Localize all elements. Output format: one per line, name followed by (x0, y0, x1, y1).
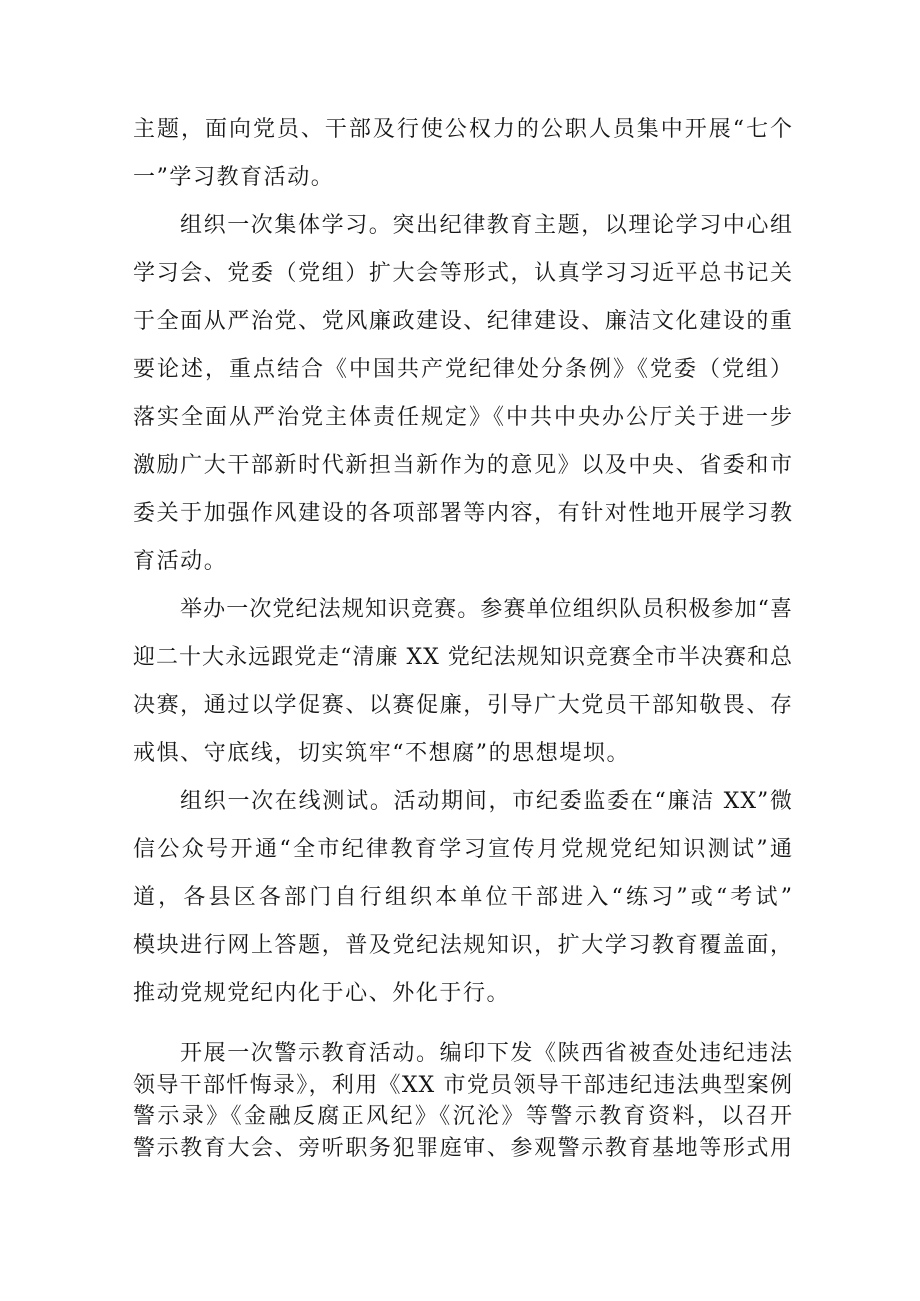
text-line: 模块进行网上答题，普及党纪法规知识，扩大学习教育覆盖面， (133, 933, 793, 958)
body-paragraph (133, 202, 793, 586)
text-line: 警示录》《金融反腐正风纪》《沉沦》等警示教育资料，以召开 (133, 1104, 793, 1129)
document-body (133, 106, 793, 1018)
text-line: 决赛，通过以学促赛、以赛促廉，引导广大党员干部知敬畏、存 (133, 693, 793, 718)
text-line: 推动党规党纪内化于心、外化于行。 (133, 981, 511, 1006)
text-line: 于全面从严治党、党风廉政建设、纪律建设、廉洁文化建设的重 (133, 309, 793, 334)
text-line: 主题，面向党员、干部及行使公权力的公职人员集中开展“七个 (133, 117, 793, 142)
text-line: 一”学习教育活动。 (133, 165, 335, 190)
body-paragraph (133, 106, 793, 202)
text-line: 信公众号开通“全市纪律教育学习宣传月党规党纪知识测试”通 (133, 837, 793, 862)
document-body-continued (133, 1038, 793, 1164)
text-line: 领导干部忏悔录》，利用《XX 市党员领导干部违纪违法典型案例 (133, 1072, 793, 1098)
text-line: 委关于加强作风建设的各项部署等内容，有针对性地开展学习教 (133, 501, 793, 526)
text-line: 道，各县区各部门自行组织本单位干部进入“练习”或“考试” (133, 885, 793, 910)
text-line: 要论述，重点结合《中国共产党纪律处分条例》《党委（党组） (133, 357, 793, 382)
text-line: 开展一次警示教育活动。编印下发《陕西省被查处违纪违法 (180, 1041, 793, 1066)
text-line: 激励广大干部新时代新担当新作为的意见》以及中央、省委和市 (133, 453, 793, 478)
text-line: 组织一次集体学习。突出纪律教育主题，以理论学习中心组 (180, 213, 793, 238)
text-line: 学习会、党委（党组）扩大会等形式，认真学习习近平总书记关 (133, 261, 793, 286)
text-line: 警示教育大会、旁听职务犯罪庭审、参观警示教育基地等形式用 (133, 1135, 793, 1161)
text-line: 举办一次党纪法规知识竞赛。参赛单位组织队员积极参加“喜 (180, 597, 793, 622)
body-paragraph (133, 1038, 793, 1164)
text-line: 落实全面从严治党主体责任规定》《中共中央办公厅关于进一步 (133, 405, 793, 430)
text-line: 育活动。 (133, 549, 228, 574)
text-line: 迎二十大永远跟党走“清廉 XX 党纪法规知识竞赛全市半决赛和总 (133, 645, 793, 670)
body-paragraph (133, 778, 793, 1018)
text-line: 组织一次在线测试。活动期间，市纪委监委在“廉洁 XX”微 (180, 789, 793, 814)
text-line: 戒惧、守底线，切实筑牢“不想腐”的思想堤坝。 (133, 741, 631, 766)
body-paragraph (133, 586, 793, 778)
